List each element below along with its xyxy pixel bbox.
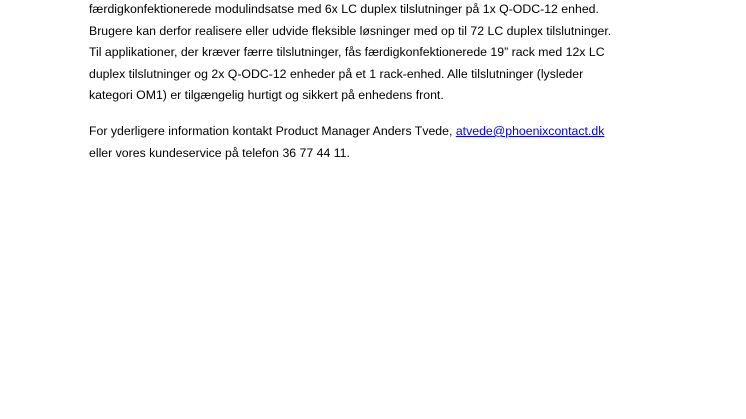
text-line: kategori OM1) er tilgængelig hurtigt og sikkert på enhedens front.: [89, 88, 444, 103]
contact-text: For yderligere information kontakt Product Manager Anders Tvede,: [89, 124, 456, 138]
product-description-paragraph: [89, 0, 649, 107]
text-line: Brugere kan derfor realisere eller udvide fleksible løsninger med op til 72 LC duplex tilslutninger.: [89, 23, 612, 38]
text-line: færdigkonfektionerede modulindsatse med 6x LC duplex tilslutninger på 1x Q-ODC-12 enhed.: [89, 2, 599, 16]
contact-line: [89, 121, 649, 143]
text-line: Til applikationer, der kræver færre tilslutninger, fås færdigkonfektionerede 19” rack med 12x LC: [89, 45, 605, 60]
contact-paragraph: [89, 121, 649, 164]
contact-phone-line: eller vores kundeservice på telefon 36 77 44 11.: [89, 145, 350, 160]
email-link[interactable]: atvede@phoenixcontact.dk: [455, 124, 605, 138]
text-line: duplex tilslutninger og 2x Q-ODC-12 enheder på et 1 rack-enhed. Alle tilslutninger (lysleder: [89, 66, 584, 81]
